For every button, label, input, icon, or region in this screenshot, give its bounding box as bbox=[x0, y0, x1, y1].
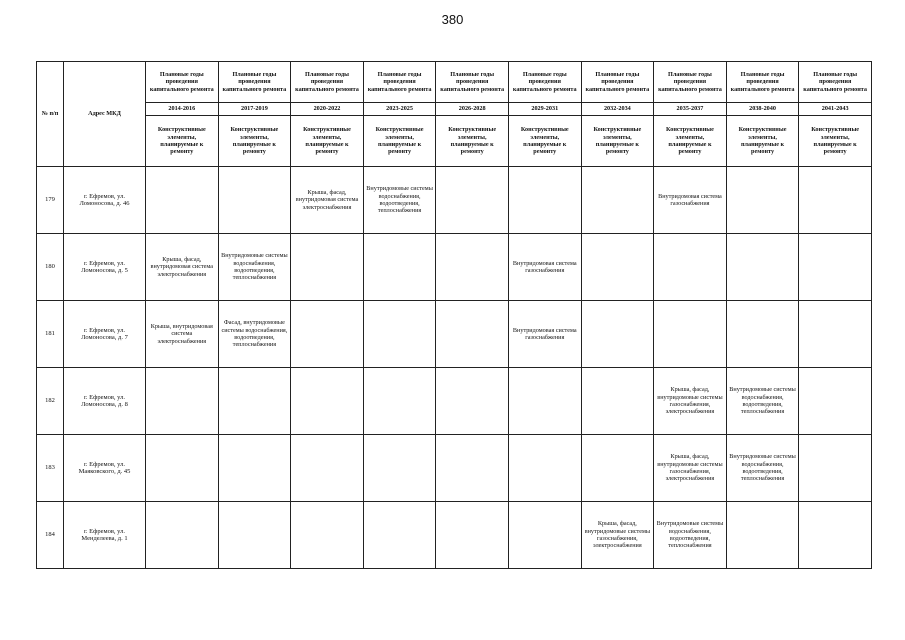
table-row bbox=[37, 435, 872, 502]
period-years: 2026-2028 bbox=[436, 103, 509, 116]
table-cell bbox=[291, 368, 364, 435]
elements-label: Конструктивные элементы, планируемые к ремонту bbox=[291, 116, 364, 167]
elements-label: Конструктивные элементы, планируемые к ремонту bbox=[508, 116, 581, 167]
table-cell bbox=[581, 301, 654, 368]
repair-plan-table bbox=[36, 61, 872, 569]
table-cell bbox=[726, 234, 799, 301]
table-cell bbox=[799, 167, 872, 234]
period-title: Плановые годы проведения капитального ремонта bbox=[218, 62, 291, 103]
elements-label: Конструктивные элементы, планируемые к ремонту bbox=[799, 116, 872, 167]
elements-label: Конструктивные элементы, планируемые к ремонту bbox=[363, 116, 436, 167]
table-cell bbox=[291, 435, 364, 502]
table-cell: Фасад, внутридомовые системы водоснабжения, водоотведения, теплоснабжения bbox=[218, 301, 291, 368]
table-cell bbox=[363, 435, 436, 502]
table-cell bbox=[146, 167, 219, 234]
row-number: 182 bbox=[37, 368, 64, 435]
period-title: Плановые годы проведения капитального ремонта bbox=[654, 62, 727, 103]
elements-label: Конструктивные элементы, планируемые к ремонту bbox=[436, 116, 509, 167]
table-cell bbox=[436, 234, 509, 301]
table-row bbox=[37, 234, 872, 301]
row-address: г. Ефремов, ул. Менделеева, д. 1 bbox=[64, 502, 146, 569]
table-cell bbox=[363, 368, 436, 435]
header-row-titles bbox=[37, 62, 872, 103]
table-cell bbox=[581, 234, 654, 301]
table-cell bbox=[291, 502, 364, 569]
table-cell bbox=[799, 301, 872, 368]
table-cell bbox=[363, 502, 436, 569]
table-cell: Крыша, фасад, внутридомовая система электроснабжения bbox=[291, 167, 364, 234]
table-cell bbox=[363, 301, 436, 368]
table-cell bbox=[726, 167, 799, 234]
table-cell bbox=[363, 234, 436, 301]
period-years: 2023-2025 bbox=[363, 103, 436, 116]
table-cell bbox=[508, 368, 581, 435]
period-years: 2017-2019 bbox=[218, 103, 291, 116]
table-cell: Крыша, фасад, внутридомовая система электроснабжения bbox=[146, 234, 219, 301]
table-cell bbox=[581, 167, 654, 234]
period-years: 2029-2031 bbox=[508, 103, 581, 116]
table-cell bbox=[508, 502, 581, 569]
table-cell: Крыша, фасад, внутридомовые системы газоснабжения, электроснабжения bbox=[654, 435, 727, 502]
row-address: г. Ефремов, ул. Маяковского, д. 45 bbox=[64, 435, 146, 502]
row-number: 179 bbox=[37, 167, 64, 234]
table-cell: Крыша, фасад, внутридомовые системы газоснабжения, электроснабжения bbox=[654, 368, 727, 435]
table-cell: Крыша, внутридомовая система электроснабжения bbox=[146, 301, 219, 368]
period-years: 2032-2034 bbox=[581, 103, 654, 116]
table-cell bbox=[726, 502, 799, 569]
table-cell bbox=[146, 435, 219, 502]
period-years: 2041-2043 bbox=[799, 103, 872, 116]
elements-label: Конструктивные элементы, планируемые к ремонту bbox=[726, 116, 799, 167]
row-number: 184 bbox=[37, 502, 64, 569]
table-cell bbox=[799, 234, 872, 301]
period-title: Плановые годы проведения капитального ремонта bbox=[436, 62, 509, 103]
table-cell bbox=[218, 502, 291, 569]
column-header-address: Адрес МКД bbox=[64, 62, 146, 167]
period-title: Плановые годы проведения капитального ремонта bbox=[581, 62, 654, 103]
table-cell: Внутридомовые системы водоснабжения, водоотведения, теплоснабжения bbox=[726, 435, 799, 502]
table-cell bbox=[218, 368, 291, 435]
table-cell: Внутридомовые системы водоснабжения, водоотведения, теплоснабжения bbox=[363, 167, 436, 234]
table-cell bbox=[291, 301, 364, 368]
row-address: г. Ефремов, ул. Ломоносова, д. 7 bbox=[64, 301, 146, 368]
header-row-periods bbox=[37, 103, 872, 116]
period-years: 2038-2040 bbox=[726, 103, 799, 116]
header-row-elements bbox=[37, 116, 872, 167]
period-title: Плановые годы проведения капитального ремонта bbox=[799, 62, 872, 103]
table-row bbox=[37, 368, 872, 435]
elements-label: Конструктивные элементы, планируемые к ремонту bbox=[218, 116, 291, 167]
table-cell: Внутридомовая система газоснабжения bbox=[654, 167, 727, 234]
row-number: 180 bbox=[37, 234, 64, 301]
row-address: г. Ефремов, ул. Ломоносова, д. 46 bbox=[64, 167, 146, 234]
table-cell: Внутридомовые системы водоснабжения, водоотведения, теплоснабжения bbox=[726, 368, 799, 435]
table-cell bbox=[436, 368, 509, 435]
period-title: Плановые годы проведения капитального ремонта bbox=[508, 62, 581, 103]
table-row bbox=[37, 301, 872, 368]
table-cell bbox=[581, 368, 654, 435]
table-cell bbox=[291, 234, 364, 301]
table-cell: Внутридомовая система газоснабжения bbox=[508, 301, 581, 368]
table-cell bbox=[799, 435, 872, 502]
table-cell bbox=[436, 301, 509, 368]
period-title: Плановые годы проведения капитального ремонта bbox=[146, 62, 219, 103]
row-number: 181 bbox=[37, 301, 64, 368]
row-address: г. Ефремов, ул. Ломоносова, д. 8 bbox=[64, 368, 146, 435]
table-cell: Внутридомовая система газоснабжения bbox=[508, 234, 581, 301]
table-cell bbox=[146, 368, 219, 435]
table-cell bbox=[436, 167, 509, 234]
table-cell: Внутридомовые системы водоснабжения, водоотведения, теплоснабжения bbox=[218, 234, 291, 301]
table-row bbox=[37, 167, 872, 234]
period-title: Плановые годы проведения капитального ремонта bbox=[291, 62, 364, 103]
period-title: Плановые годы проведения капитального ремонта bbox=[363, 62, 436, 103]
elements-label: Конструктивные элементы, планируемые к ремонту bbox=[146, 116, 219, 167]
table-cell bbox=[654, 234, 727, 301]
table-row bbox=[37, 502, 872, 569]
period-title: Плановые годы проведения капитального ремонта bbox=[726, 62, 799, 103]
elements-label: Конструктивные элементы, планируемые к ремонту bbox=[581, 116, 654, 167]
table-cell: Крыша, фасад, внутридомовые системы газоснабжения, электроснабжения bbox=[581, 502, 654, 569]
table-cell bbox=[436, 435, 509, 502]
period-years: 2014-2016 bbox=[146, 103, 219, 116]
period-years: 2035-2037 bbox=[654, 103, 727, 116]
page-number: 380 bbox=[441, 12, 464, 27]
table-cell bbox=[799, 502, 872, 569]
table-cell bbox=[654, 301, 727, 368]
table-cell bbox=[726, 301, 799, 368]
row-number: 183 bbox=[37, 435, 64, 502]
table-cell bbox=[218, 167, 291, 234]
table-cell bbox=[508, 167, 581, 234]
row-address: г. Ефремов, ул. Ломоносова, д. 5 bbox=[64, 234, 146, 301]
table-cell bbox=[146, 502, 219, 569]
table-cell bbox=[218, 435, 291, 502]
elements-label: Конструктивные элементы, планируемые к ремонту bbox=[654, 116, 727, 167]
table-cell bbox=[799, 368, 872, 435]
period-years: 2020-2022 bbox=[291, 103, 364, 116]
column-header-number: № п/п bbox=[37, 62, 64, 167]
table-cell: Внутридомовые системы водоснабжения, водоотведения, теплоснабжения bbox=[654, 502, 727, 569]
table-cell bbox=[508, 435, 581, 502]
table-cell bbox=[436, 502, 509, 569]
table-cell bbox=[581, 435, 654, 502]
